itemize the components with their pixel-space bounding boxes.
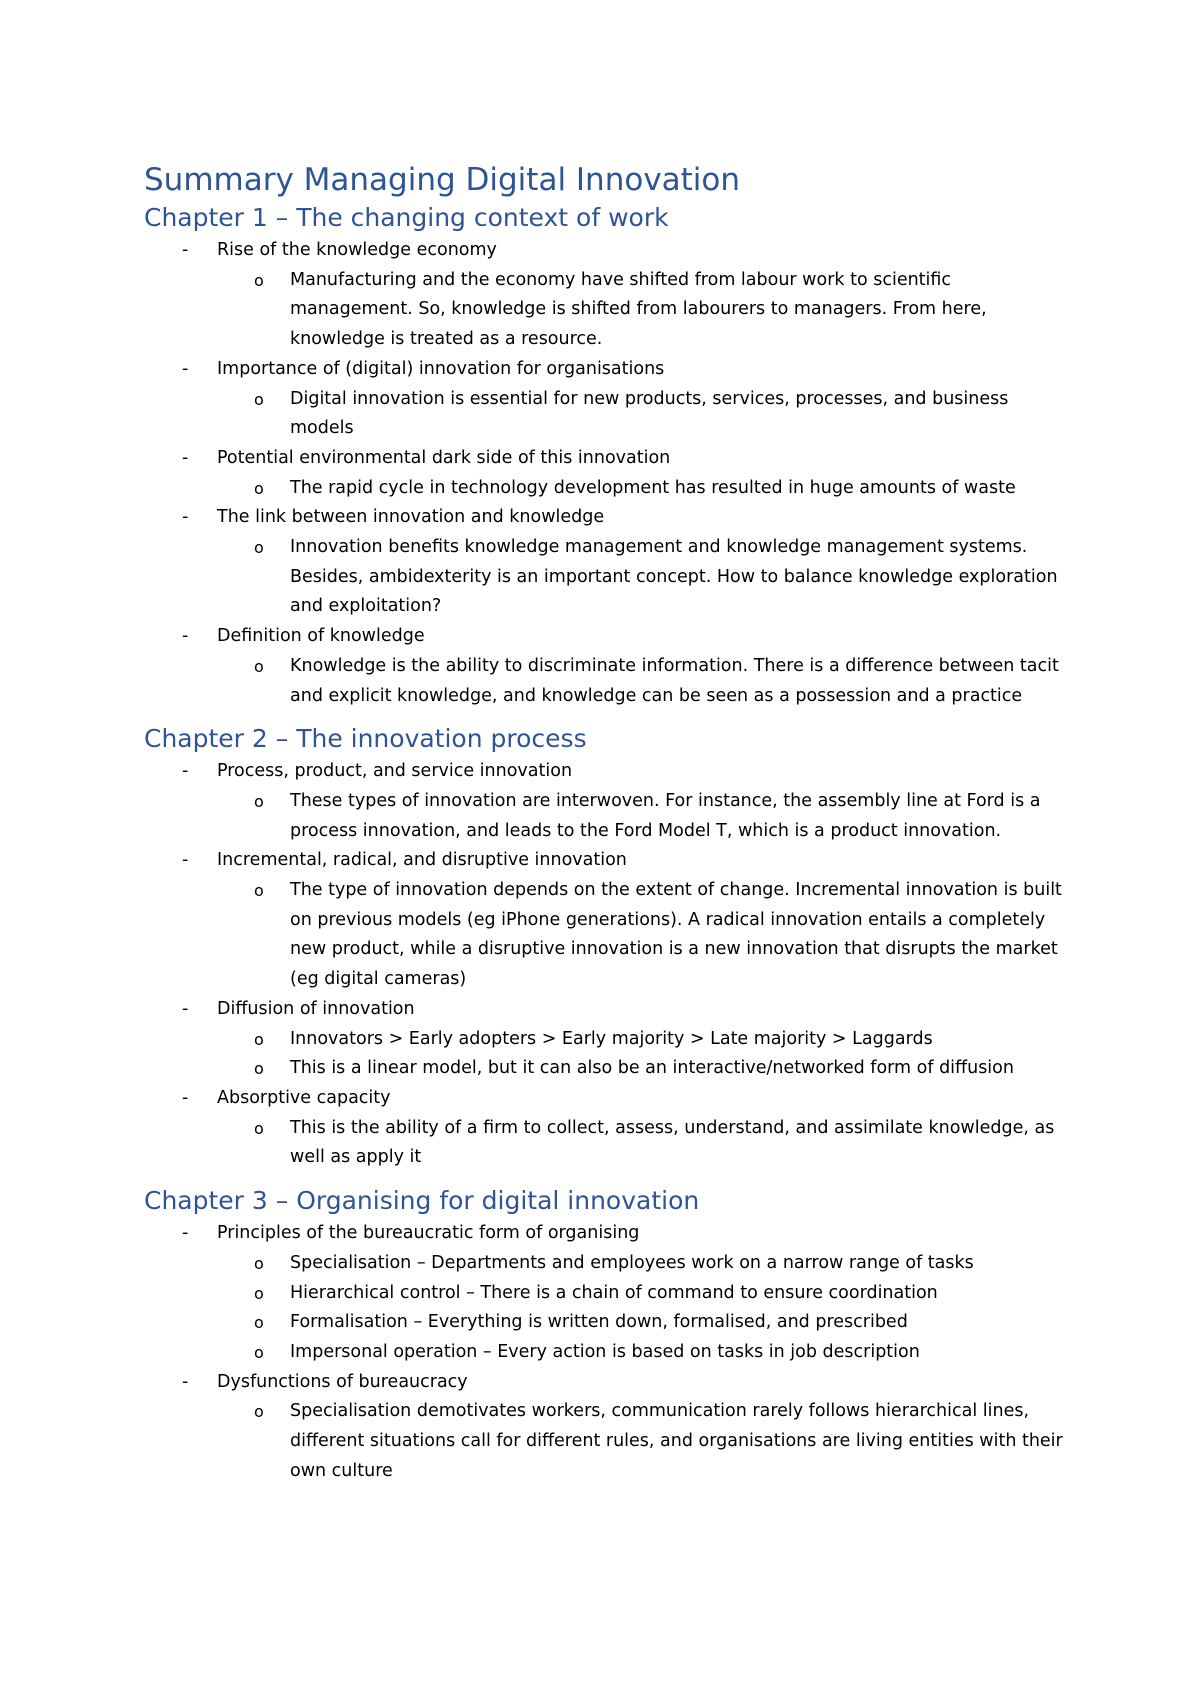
chapter-section bbox=[144, 721, 1064, 1173]
sub-list-item bbox=[217, 1338, 1064, 1368]
sub-list-item-text: The rapid cycle in technology development has resulted in huge amounts of waste bbox=[290, 477, 1016, 498]
bullet-list bbox=[144, 757, 1064, 1173]
list-item-text: Rise of the knowledge economy bbox=[217, 240, 497, 260]
dash-bullet-marker: - bbox=[182, 850, 189, 871]
list-item-text: Process, product, and service innovation bbox=[217, 761, 573, 782]
sub-list-item bbox=[217, 266, 1064, 355]
sub-list-item-text: The type of innovation depends on the extent of change. Incremental innovation is built on previous models (eg iPhone generations). A radical innovation entails a completely new product, while a disruptive innovation is a new innovation that disrupts the market (eg digital cameras) bbox=[290, 880, 1062, 990]
document-page bbox=[144, 160, 1064, 1486]
sub-list-item bbox=[217, 1279, 1064, 1309]
sub-list-item bbox=[217, 787, 1064, 846]
circle-bullet-marker: o bbox=[254, 1342, 264, 1362]
list-item bbox=[144, 236, 1064, 355]
circle-bullet-marker: o bbox=[254, 1283, 264, 1303]
sub-list-item bbox=[217, 1249, 1064, 1279]
sub-list-item-text: This is a linear model, but it can also be an interactive/networked form of diffusion bbox=[290, 1058, 1014, 1079]
circle-bullet-marker: o bbox=[254, 791, 264, 811]
list-item bbox=[144, 503, 1064, 622]
chapter-section bbox=[144, 200, 1064, 711]
sub-list-item bbox=[217, 1397, 1064, 1486]
sub-bullet-list bbox=[217, 385, 1064, 444]
sub-list-item-text: Specialisation demotivates workers, communication rarely follows hierarchical lines, different situations call for different rules, and organisations are living entities with their own culture bbox=[290, 1401, 1063, 1481]
list-item-text: Dysfunctions of bureaucracy bbox=[217, 1371, 468, 1392]
circle-bullet-marker: o bbox=[254, 881, 264, 901]
circle-bullet-marker: o bbox=[254, 538, 264, 558]
dash-bullet-marker: - bbox=[182, 1371, 189, 1392]
sub-bullet-list bbox=[217, 787, 1064, 846]
circle-bullet-marker: o bbox=[254, 1029, 264, 1049]
sub-list-item-text: Digital innovation is essential for new products, services, processes, and business models bbox=[290, 388, 1009, 439]
sub-list-item bbox=[217, 474, 1064, 504]
chapter-heading: Chapter 2 – The innovation process bbox=[144, 724, 587, 754]
list-item-text: Importance of (digital) innovation for organisations bbox=[217, 358, 665, 379]
sub-list-item-text: Hierarchical control – There is a chain of command to ensure coordination bbox=[290, 1282, 938, 1303]
chapter-heading: Chapter 1 – The changing context of work bbox=[144, 203, 669, 232]
sub-list-item bbox=[217, 1114, 1064, 1173]
circle-bullet-marker: o bbox=[254, 656, 264, 676]
sub-list-item-text: These types of innovation are interwoven. For instance, the assembly line at Ford is a process innovation, and leads to the Ford Model T, which is a product innovation. bbox=[290, 790, 1041, 841]
sub-list-item-text: Specialisation – Departments and employees work on a narrow range of tasks bbox=[290, 1252, 974, 1273]
list-item bbox=[144, 995, 1064, 1084]
chapter-heading: Chapter 3 – Organising for digital innovation bbox=[144, 1186, 700, 1216]
sub-bullet-list bbox=[217, 876, 1064, 995]
sub-list-item-text: Innovation benefits knowledge management and knowledge management systems. Besides, ambidexterity is an important concept. How to balance knowledge exploration and exploitation? bbox=[290, 537, 1058, 617]
circle-bullet-marker: o bbox=[254, 1313, 264, 1333]
list-item bbox=[144, 622, 1064, 711]
list-item bbox=[144, 1368, 1064, 1487]
list-item-text: Principles of the bureaucratic form of organising bbox=[217, 1223, 640, 1244]
dash-bullet-marker: - bbox=[182, 240, 189, 260]
sub-list-item-text: Formalisation – Everything is written down, formalised, and prescribed bbox=[290, 1312, 908, 1333]
sub-list-item bbox=[217, 652, 1064, 711]
list-item bbox=[144, 1219, 1064, 1368]
sub-list-item-text: Knowledge is the ability to discriminate information. There is a difference between tacit and explicit knowledge, and knowledge can be seen as a possession and a practice bbox=[290, 655, 1059, 706]
bullet-list bbox=[144, 1219, 1064, 1486]
circle-bullet-marker: o bbox=[254, 1253, 264, 1273]
dash-bullet-marker: - bbox=[182, 358, 189, 379]
sub-list-item-text: Manufacturing and the economy have shifted from labour work to scientific management. So, knowledge is shifted from labourers to managers. From here, knowledge is treated as a resource. bbox=[290, 269, 987, 350]
circle-bullet-marker: o bbox=[254, 1118, 264, 1138]
dash-bullet-marker: - bbox=[182, 447, 189, 468]
sub-list-item bbox=[217, 1025, 1064, 1055]
dash-bullet-marker: - bbox=[182, 507, 189, 528]
sub-list-item bbox=[217, 385, 1064, 444]
list-item-text: Definition of knowledge bbox=[217, 626, 425, 647]
sub-list-item-text: Impersonal operation – Every action is based on tasks in job description bbox=[290, 1341, 920, 1362]
list-item bbox=[144, 846, 1064, 995]
sub-bullet-list bbox=[217, 652, 1064, 711]
circle-bullet-marker: o bbox=[254, 478, 264, 498]
list-item-text: The link between innovation and knowledge bbox=[217, 507, 605, 528]
list-item-text: Incremental, radical, and disruptive innovation bbox=[217, 850, 627, 871]
bullet-list bbox=[144, 236, 1064, 711]
sub-bullet-list bbox=[217, 1397, 1064, 1486]
circle-bullet-marker: o bbox=[254, 1402, 264, 1422]
list-item bbox=[144, 1084, 1064, 1173]
list-item bbox=[144, 355, 1064, 444]
sub-bullet-list bbox=[217, 1025, 1064, 1084]
dash-bullet-marker: - bbox=[182, 1087, 189, 1108]
chapter-section bbox=[144, 1183, 1064, 1486]
sub-bullet-list bbox=[217, 533, 1064, 622]
circle-bullet-marker: o bbox=[254, 1059, 264, 1079]
list-item-text: Diffusion of innovation bbox=[217, 998, 415, 1019]
circle-bullet-marker: o bbox=[254, 389, 264, 409]
list-item-text: Absorptive capacity bbox=[217, 1087, 391, 1108]
circle-bullet-marker: o bbox=[254, 270, 264, 290]
sub-list-item bbox=[217, 1054, 1064, 1084]
sub-list-item-text: Innovators > Early adopters > Early majority > Late majority > Laggards bbox=[290, 1028, 933, 1049]
sub-bullet-list bbox=[217, 1249, 1064, 1368]
dash-bullet-marker: - bbox=[182, 626, 189, 647]
sub-list-item bbox=[217, 533, 1064, 622]
list-item bbox=[144, 444, 1064, 503]
document-title: Summary Managing Digital Innovation bbox=[144, 162, 741, 198]
chapters-container bbox=[144, 200, 1064, 1486]
sub-list-item-text: This is the ability of a firm to collect, assess, understand, and assimilate knowledge, as well as apply it bbox=[290, 1117, 1055, 1168]
dash-bullet-marker: - bbox=[182, 1223, 189, 1244]
sub-list-item bbox=[217, 1308, 1064, 1338]
sub-bullet-list bbox=[217, 266, 1064, 355]
dash-bullet-marker: - bbox=[182, 998, 189, 1019]
sub-bullet-list bbox=[217, 1114, 1064, 1173]
list-item bbox=[144, 757, 1064, 846]
sub-list-item bbox=[217, 876, 1064, 995]
sub-bullet-list bbox=[217, 474, 1064, 504]
list-item-text: Potential environmental dark side of this innovation bbox=[217, 447, 671, 468]
dash-bullet-marker: - bbox=[182, 761, 189, 782]
